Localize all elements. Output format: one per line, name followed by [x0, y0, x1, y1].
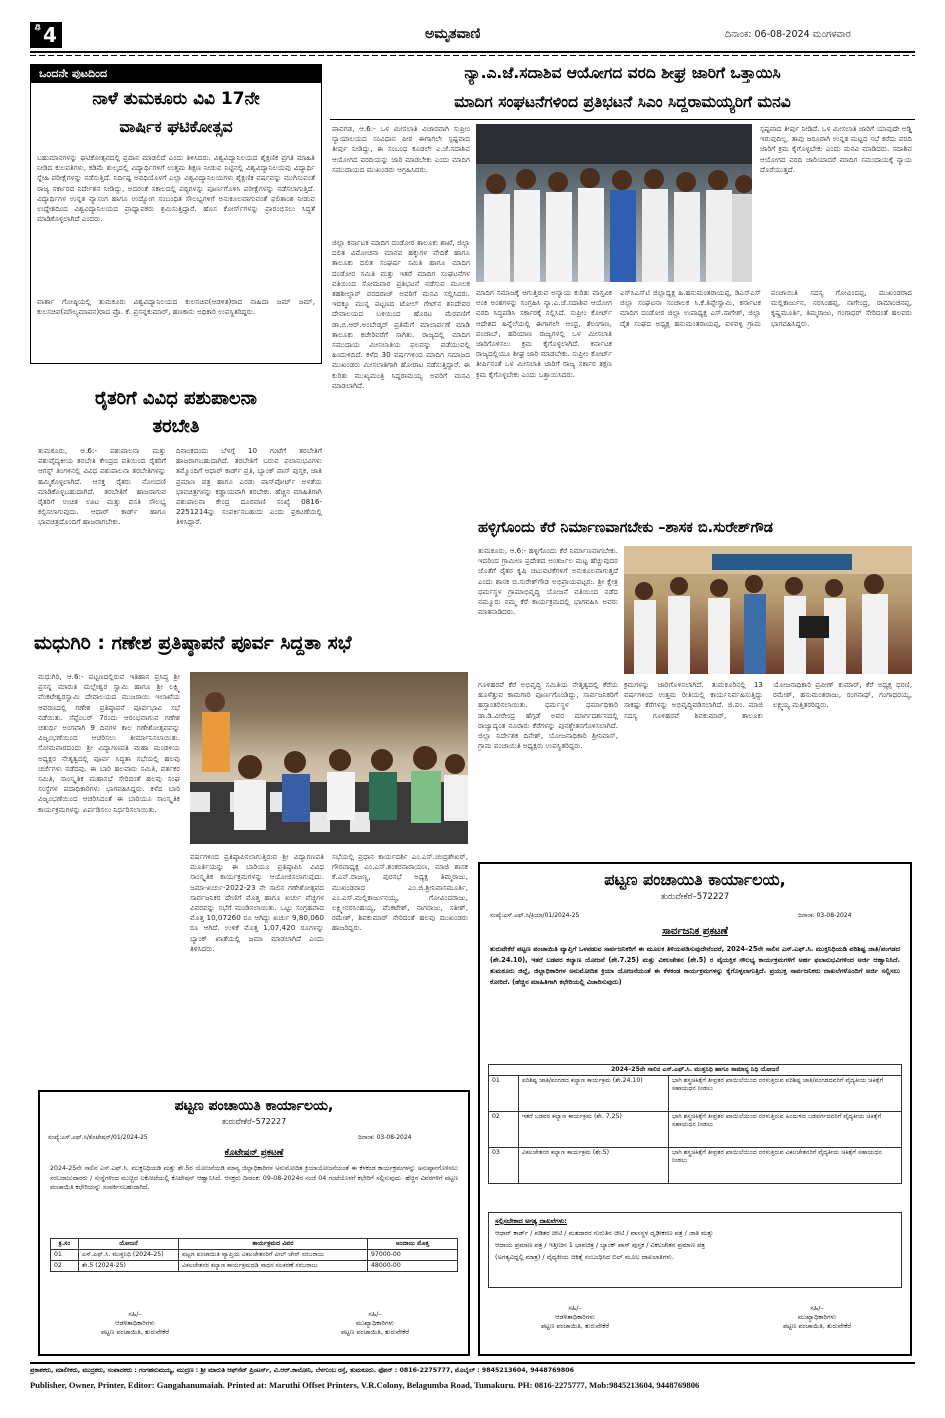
sign-text: ಪಟ್ಟಣ ಪಂಚಾಯಿತಿ, ತುರುವೇಕೆರೆ: [340, 1328, 410, 1336]
public-sign-left: [500, 1304, 650, 1331]
lake-photo-art: [624, 546, 912, 674]
lake-col-c: ಕ್ರಮಗಳನ್ನು ಜಾರಿಗೊಳಿಸಲಾಗಿದೆ. ತುಮಕೂರಿನಲ್ಲಿ 13 ವರ್ಷಗಳಿಂದ ಉತ್ತಮ ರೀತಿಯಲ್ಲಿ ಕಾರ್ಯನಿರ್ವಹಿಸುತ್ತಿದ್ದು ಸಾಕಷ್ಟು ಕೆರೆಗಳನ್ನು ಅಭಿವೃದ್ಧಿಪಡಿಸಲಾಗಿದೆ. ಜಿ.ಪಂ. ಮಾಜಿ ಸದಸ್ಯ ಗೂಳಿಹರವೆ ಶಿವಕುಮಾರ್, ತಾಲೂಕು ಯೋಜನಾಧಿಕಾರಿ ಪ್ರವೀಣ್ ಕುಮಾರ್, ಕೆರೆ ಅಧ್ಯಕ್ಷ ಧರಣಿ, ರಮೇಶ್, ಹನುಮಂತರಾಜು, ರಂಗನಾಥ್, ಗಂಗಾಧರಯ್ಯ, ಲಕ್ಷ್ಮಯ್ಯ ಮತ್ತಿತರರಿದ್ದರು.: [624, 680, 912, 720]
public-sign-right: [742, 1304, 892, 1331]
public-office: ಪಟ್ಟಣ ಪಂಚಾಯಿತಿ ಕಾರ್ಯಾಲಯ,: [604, 870, 786, 889]
quotation-ref: ಸಂಖ್ಯೆ:ಎಸ್.ಎಫ್.ಸಿ/ಕೊಟೇಷನ್/01/2024-25: [48, 1134, 148, 1141]
paper-name: ಅಮೃತವಾಣಿ: [425, 26, 481, 42]
table-row: [51, 1250, 458, 1261]
sadashiva-col-c: ಎಸ್‌ಸಿಎಸ್‌ಟಿ ಜಿಲ್ಲಾಧ್ಯಕ್ಷ ಹಿ.ಹನುಮಂತರಾಯಪ್ಪ, ಡಿಎಸ್‌ಎಸ್ ಜಿಲ್ಲಾ ಸಂಘಟನಾ ಸಂಚಾಲಕ ಸಿ.ಕೆ.ತಿಪ್ಪೇಸ್ವಾಮಿ, ಕರ್ನಾಟಕ ಮಾದಿಗ ದಂಡೋರ ಜಿಲ್ಲಾ ಉಪಾಧ್ಯಕ್ಷ ಎಸ್.ನಾಗೇಶ್, ಜಿಲ್ಲಾ ದೈತ ಸಂಘದ ಅಧ್ಯಕ್ಷ ಹನುಮಂತರಾಯಪ್ಪ, ಪಳವಳ್ಳಿ ಗ್ರಾಮ ಪಂಚಾಯಿತಿ ಸದಸ್ಯ ಗೋವಿಂದಪ್ಪ, ಮುಖಂಡರಾದ ಮಲ್ಲಿಕಾರ್ಜುನ, ನರಸಿಂಹಪ್ಪ, ನಾಗೇಂದ್ರ, ರಾಮಾಂಜಿನಪ್ಪ, ಕೃಷ್ಣಮೂರ್ತಿ, ತಿಮ್ಮರಾಜು, ಗಂಗಾಧರ್ ಸೇರಿದಂತೆ ಹಲವರು ಭಾಗವಹಿಸಿದ್ದರು.: [620, 288, 912, 328]
table-cell: 97000-00: [368, 1250, 458, 1261]
quotation-office: ಪಟ್ಟಣ ಪಂಚಾಯಿತಿ ಕಾರ್ಯಾಲಯ,: [174, 1098, 334, 1114]
table-cell: ಇತರೆ ಬಡವರ ಕಲ್ಯಾಣ ಕಾರ್ಯಕ್ರಮ (ಶೇ. 7.25): [519, 1112, 669, 1148]
cattle-headline-1: ರೈತರಿಗೆ ವಿವಿಧ ಪಶುಪಾಲನಾ: [94, 388, 258, 409]
quotation-sign-right: [300, 1310, 450, 1337]
sadashiva-headline-1: ನ್ಯಾ.ಎ.ಜೆ.ಸದಾಶಿವ ಆಯೋಗದ ವರದಿ ಶೀಘ್ರ ಜಾರಿಗೆ ಒತ್ತಾಯಿಸಿ: [464, 64, 781, 82]
quotation-th-scheme: ಯೋಜನೆ: [79, 1239, 179, 1250]
front-page-ref: ಒಂದನೇ ಪುಟದಿಂದ: [39, 67, 108, 80]
sign-text: ಮುಖ್ಯಾಧಿಕಾರಿಗಳು: [355, 1319, 395, 1327]
page-prefix: ಪು: [34, 24, 43, 31]
public-docs-line: ಆದಾಯ ಪ್ರಮಾಣ ಪತ್ರ / ಇತ್ತೀಚಿನ 1 ಭಾವಚಿತ್ರ / ಬ್ಯಾಂಕ್ ಪಾಸ್ ಪುಸ್ತಕ / ವಿಕಲಚೇತನ ಪ್ರಮಾಣ ಪತ್ರ: [495, 1241, 706, 1249]
sign-text: ಪಟ್ಟಣ ಪಂಚಾಯಿತಿ, ತುರುವೇಕೆರೆ: [540, 1322, 610, 1330]
public-place: ತುರುವೇಕೆರೆ–572227: [660, 892, 730, 902]
sign-text: ಸಹಿ/–: [128, 1310, 142, 1318]
quotation-title: ಕೊಟೇಷನ್ ಪ್ರಕಟಣೆ: [224, 1148, 284, 1158]
sign-text: ಸಹಿ/–: [810, 1304, 824, 1312]
masthead: [30, 22, 915, 50]
quotation-sign-left: [60, 1310, 210, 1337]
public-body: ತುರುವೇಕೆರೆ ಪಟ್ಟಣ ಪಂಚಾಯಿತಿ ವ್ಯಾಪ್ತಿಗೆ ಒಳಪಡುವ ಸಾರ್ವಜನಿಕರಿಗೆ ಈ ಮೂಲಕ ತಿಳಿಯಪಡಿಸುವುದೇನೆಂದರೆ, 2024–25ನೇ ಸಾಲಿನ ಎಸ್.ಎಫ್.ಸಿ. ಮುಕ್ತನಿಧಿಯಡಿ ಪರಿಶಿಷ್ಟ ಜಾತಿ/ಪಂಗಡದ (ಶೇ.24.10), ಇತರೆ ಬಡವರ ಕಲ್ಯಾಣ ಯೋಜನೆ (ಶೇ.7.25) ಮತ್ತು ವಿಕಲಚೇತನ (ಶೇ.5) ರ ವೈಯಕ್ತಿಕ ಸೌಲಭ್ಯ ಕಾರ್ಯಕ್ರಮಗಳಿಗೆ ಅರ್ಹ ಫಲಾನುಭವಿಗಳಿಂದ ಅರ್ಜಿ ಆಹ್ವಾನಿಸಿದೆ. ತುಮಕೂರು ಜಿಲ್ಲೆ, ಜಿಲ್ಲಾಧಿಕಾರಿಗಳ ಅನುಮೋದಿತ ಕ್ರಿಯಾ ಯೋಜನೆಯಂತೆ ಈ ಕೆಳಕಂಡ ಕಾರ್ಯಕ್ರಮಗಳನ್ನು ಕೈಗೊಳ್ಳಲಾಗುತ್ತಿದೆ. ಪ್ರಯುಕ್ತ ಸಾರ್ವಜನಿಕರು ದಾಖಲೆಗಳೊಂದಿಗೆ ಅರ್ಜಿ ಸಲ್ಲಿಸಲು ಕೋರಿದೆ. (ಹೆಚ್ಚಿನ ಮಾಹಿತಿಗಾಗಿ ಕಛೇರಿಯಲ್ಲಿ ವಿಚಾರಿಸುವುದು): [490, 945, 900, 986]
quotation-th-sl: ಕ್ರ.ಸಂ: [51, 1239, 79, 1250]
table-row: [51, 1261, 458, 1272]
madhugiri-col-2: ವರ್ಷಗಳಿಂದ ಪ್ರತಿಷ್ಠಾಪಿಸಲಾಗುತ್ತಿರುವ ಶ್ರೀ ವಿದ್ಯಾಗಣಪತಿ ಮೂರ್ತಿಯನ್ನು ಈ ಬಾರಿಯೂ ಪ್ರತಿಷ್ಠಾಪಿಸಿ ವಿವಿಧ ಸಾಂಸ್ಕೃತಿಕ ಕಾರ್ಯಕ್ರಮಗಳನ್ನು ಆಯೋಜಿಸಲಾಗುವುದು. ಜಮಾ-ಖರ್ಚು-2022-23 ನೇ ಸಾಲಿನ ಗಣೇಶೋತ್ಸವದ ಸಾರ್ವಜನಿಕರ ದೇಣಿಗೆ ಮೊತ್ತ ಹಾಗೂ ಖರ್ಚು ವೆಚ್ಚಗಳ ವಿವರವನ್ನು ಸಭೆಗೆ ಮಂಡಿಸಲಾಯಿತು. ಒಟ್ಟು ಸಂಗ್ರಹವಾದ ಮೊತ್ತ 10,07260 ರೂ ಆಗಿದ್ದು ಖರ್ಚು 9,80,060 ರೂ ಆಗಿದೆ. ಉಳಿಕೆ ಮೊತ್ತ 1,07,420 ರೂಗಳನ್ನು ಬ್ಯಾಂಕ್ ಖಾತೆಯಲ್ಲಿ ಜಮಾ ಮಾಡಲಾಗಿದೆ ಎಂದು ತಿಳಿಸಿದರು.: [190, 852, 324, 953]
convocation-story-box: [30, 64, 322, 364]
quotation-th-details: ಕಾರ್ಯಕ್ರಮದ ವಿವರ: [179, 1239, 368, 1250]
public-date: ದಿನಾಂಕ: 03-08-2024: [798, 912, 852, 919]
quotation-date: ದಿನಾಂಕ: 03-08-2024: [358, 1134, 412, 1141]
table-cell: 02: [51, 1261, 79, 1272]
sign-text: ಆಡಳಿತಾಧಿಕಾರಿಗಳು: [555, 1313, 595, 1321]
protest-photo-art: [476, 124, 752, 282]
sadashiva-col-b: ಮಾದಿಗ ಸಮಾಜಕ್ಕೆ ಆಗುತ್ತಿರುವ ಅನ್ಯಾಯ ಕುರಿತು ವಾಸ್ತವಿಕ ಅಂಕಿ ಅಂಶಗಳನ್ನು ಸಂಗ್ರಹಿಸಿ ನ್ಯಾ.ಎ.ಜೆ.ಸದಾಶಿವ ಆಯೋಗ ವರದಿ ಸಿದ್ಧಪಡಿಸಿ ಸರ್ಕಾರಕ್ಕೆ ಸಲ್ಲಿಸಿದೆ. ಸುಪ್ರೀಂ ಕೋರ್ಟ್ ಆದೇಶದ ಹಿನ್ನೆಲೆಯಲ್ಲಿ ಈಗಾಗಲೇ ಆಂಧ್ರ, ತೆಲಂಗಾಣ, ಪಂಜಾಬ್, ಹರಿಯಾಣ ರಾಜ್ಯಗಳಲ್ಲಿ ಒಳ ಮೀಸಲಾತಿ ಜಾರಿಗೊಳಿಸಲು ಕ್ರಮ ಕೈಗೊಳ್ಳಲಾಗಿದೆ. ಕರ್ನಾಟಕ ರಾಜ್ಯದಲ್ಲಿಯೂ ಶೀಘ್ರ ಜಾರಿ ಮಾಡಬೇಕು. ಸುಪ್ರೀಂ ಕೋರ್ಟ್ ತೀರ್ಪಿನಂತೆ ಒಳ ಮೀಸಲಾತಿ ಜಾರಿಗೆ ರಾಜ್ಯ ಸರ್ಕಾರ ತಕ್ಷಣ ಕ್ರಮ ಕೈಗೊಳ್ಳಬೇಕು ಎಂದು ಒತ್ತಾಯಿಸಿದರು.: [476, 288, 612, 379]
cattle-headline-2: ತರಬೇತಿ: [152, 416, 200, 437]
sign-text: ಮುಖ್ಯಾಧಿಕಾರಿಗಳು: [797, 1313, 837, 1321]
table-cell: ಶೇ.5 (2024-25): [79, 1261, 179, 1272]
page-number-badge: [30, 22, 62, 48]
footer-english: Publisher, Owner, Printer, Editor: Gangahanumaiah. Printed at: Maruthi Offset Printers, V.R.Colony, Belagumba Road, Tumakuru. PH: 0816-2275777, Mob:9845213604, 9448769806: [30, 1380, 700, 1390]
sadashiva-left-top: ಪಾವಗಡ, ಆ.6:- ಒಳ ಮೀಸಲಾತಿ ವಿಚಾರವಾಗಿ ಸುಪ್ರೀಂ ನ್ಯಾಯಾಲಯದ ಸಂವಿಧಾನ ಪೀಠ ಈಗಾಗಲೇ ಸ್ಪಷ್ಟವಾದ ತೀರ್ಪು ನೀಡಿದ್ದು, ಈ ಸಂಬಂಧ ಕೂಡಲೇ ಎ.ಜೆ.ಸದಾಶಿವ ಆಯೋಗದ ವರದಿಯನ್ನು ಜಾರಿ ಮಾಡಬೇಕು ಎಂದು ಮಾದಿಗ ಸಮುದಾಯದ ಮುಖಂಡರು ಆಗ್ರಹಿಸಿದರು.: [332, 124, 470, 174]
public-title: ಸಾರ್ವಜನಿಕ ಪ್ರಕಟಣೆ: [662, 926, 728, 937]
public-docs-title: ಸಲ್ಲಿಸಬೇಕಾದ ಅಗತ್ಯ ದಾಖಲೆಗಳು:: [495, 1217, 567, 1225]
sign-text: ಪಟ್ಟಣ ಪಂಚಾಯಿತಿ, ತುರುವೇಕೆರೆ: [782, 1322, 852, 1330]
table-cell: ಪಟ್ಟಣ ಪಂಚಾಯಿತಿ ವ್ಯಾಪ್ತಿಯ ವಿಕಲಚೇತನರಿಗೆ ವೀಲ್ ಚೇರ್ ಸರಬರಾಜು: [179, 1250, 368, 1261]
protest-photo: [476, 124, 752, 282]
public-table: [488, 1064, 902, 1184]
public-table-title-row: [489, 1065, 902, 1076]
table-cell: 03: [489, 1148, 519, 1184]
cattle-col-2: ದಿನಾಂಕದಂದು ಬೆಳಗ್ಗೆ 10 ಗಂಟೆಗೆ ತರಬೇತಿಗೆ ಹಾಜರಾಗಬಹುದಾಗಿದೆ. ತರಬೇತಿಗೆ ಬರುವ ಫಲಾನುಭವಿಗಳು ತಮ್ಮೊಂದಿಗೆ ಆಧಾರ್ ಕಾರ್ಡ್ ಪ್ರತಿ, ಬ್ಯಾಂಕ್ ಪಾಸ್ ಪುಸ್ತಕ, ಜಾತಿ ಪ್ರಮಾಣ ಪತ್ರ ಹಾಗೂ ಎರಡು ಪಾಸ್‌ಪೋರ್ಟ್ ಅಳತೆಯ ಭಾವಚಿತ್ರಗಳನ್ನು ಕಡ್ಡಾಯವಾಗಿ ತರಬೇಕು. ಹೆಚ್ಚಿನ ಮಾಹಿತಿಗಾಗಿ ಪಶುಪಾಲನಾ ಕೇಂದ್ರ ದೂರವಾಣಿ ಸಂಖ್ಯೆ 0816-2251214ನ್ನು ಸಂಪರ್ಕಿಸಬಹುದು ಎಂದು ಪ್ರಕಟಣೆಯಲ್ಲಿ ತಿಳಿಸಿದ್ದಾರೆ.: [176, 446, 322, 527]
sadashiva-right-top: ಸ್ಪಷ್ಟವಾದ ತೀರ್ಪು ನೀಡಿದೆ. ಒಳ ಮೀಸಲಾತಿ ಜಾರಿಗೆ ಯಾವುದೇ ಅಡ್ಡಿ ಇರುವುದಿಲ್ಲ. ತಾವು ಜರೂರಾಗಿ ಉನ್ನತ ಮಟ್ಟದ ಸಭೆ ಕರೆದು ವರದಿ ಜಾರಿಗೆ ಕ್ರಮ ಕೈಗೊಳ್ಳಬೇಕು ಎಂದು ಮನವಿ ಮಾಡಿದರು. ಸದಾಶಿವ ಆಯೋಗದ ವರದಿ ಜಾರಿಯಾದರೆ ಮಾದಿಗ ಸಮುದಾಯಕ್ಕೆ ನ್ಯಾಯ ದೊರೆಯುತ್ತದೆ.: [760, 124, 912, 174]
cattle-col-1: ತುಮಕೂರು, ಆ.6:- ಪಶುಪಾಲನಾ ಮತ್ತು ಪಶುವೈದ್ಯಕೀಯ ತರಬೇತಿ ಕೇಂದ್ರದ ವತಿಯಿಂದ ರೈತರಿಗೆ ಆಗಸ್ಟ್ ತಿಂಗಳಿನಲ್ಲಿ ವಿವಿಧ ಪಶುಪಾಲನಾ ತರಬೇತಿಗಳನ್ನು ಹಮ್ಮಿಕೊಳ್ಳಲಾಗಿದೆ. ಆಸಕ್ತ ರೈತರು ನೋಂದಣಿ ಮಾಡಿಕೊಳ್ಳಬಹುದಾಗಿದೆ. ತರಬೇತಿಗೆ ಹಾಜರಾಗುವ ರೈತರಿಗೆ ಉಚಿತ ಊಟ ಮತ್ತು ವಸತಿ ಸೌಲಭ್ಯ ಕಲ್ಪಿಸಲಾಗುವುದು. ಆಧಾರ್ ಕಾರ್ಡ್ ಹಾಗೂ ಭಾವಚಿತ್ರದೊಂದಿಗೆ ಹಾಜರಾಗಬೇಕು.: [38, 446, 166, 527]
madhugiri-col-1: ಮಧುಗಿರಿ, ಆ.6:- ಪಟ್ಟಣದಲ್ಲಿರುವ ಇತಿಹಾಸ ಪ್ರಸಿದ್ಧ ಶ್ರೀ ಪ್ರಸನ್ನ ಮಾರುತಿ ಮಲ್ಲೇಶ್ವರ ಸ್ವಾಮಿ ಹಾಗೂ ಶ್ರೀ ಲಕ್ಷ್ಮಿ ವೆಂಕಟೇಶ್ವರಸ್ವಾಮಿ ದೇವಾಲಯದ ಮುಜರಾಯಿ ಇಲಾಖೆಯ ಆವರಣದಲ್ಲಿ ಗಣೇಶ ಪ್ರತಿಷ್ಠಾಪನೆ ಪೂರ್ವಭಾವಿ ಸಭೆ ನಡೆಯಿತು. ಸೆಪ್ಟೆಂಬರ್ 7ರಂದು ಆರಂಭವಾಗುವ ಗಣೇಶ ಚತುರ್ಥಿ ಅಂಗವಾಗಿ 9 ದಿನಗಳ ಕಾಲ ಗಣೇಶೋತ್ಸವವನ್ನು ವಿಜೃಂಭಣೆಯಿಂದ ಆಚರಿಸಲು ತೀರ್ಮಾನಿಸಲಾಯಿತು. ಸೋಮವಾರದಂದು ಶ್ರೀ ವಿದ್ಯಾಗಣಪತಿ ಮಹಾ ಮಂಡಳಿಯ ಅಧ್ಯಕ್ಷರ ನೇತೃತ್ವದಲ್ಲಿ ಪೂರ್ವ ಸಿದ್ಧತಾ ಸಭೆಯಲ್ಲಿ ಹಲವು ಚರ್ಚೆಗಳು ನಡೆದವು. ಈ ಬಾರಿ ಹಲವಾರು ಸಮಿತಿ, ವರ್ತಕರ ಸಮಿತಿ, ಸಾಂಸ್ಕೃತಿಕ ಮಹಾಸಭೆ ಸೇರಿದಂತೆ ಹಲವು ಸಂಘ ಸಂಸ್ಥೆಗಳ ಪದಾಧಿಕಾರಿಗಳು ಭಾಗವಹಿಸಿದ್ದರು. ಕಳೆದ ಬಾರಿ ವಿಜೃಂಭಣೆಯಿಂದ ಆಚರಿಸಿದಂತೆ ಈ ಬಾರಿಯೂ ಸಾಂಸ್ಕೃತಿಕ ಕಾರ್ಯಕ್ರಮಗಳನ್ನು ಏರ್ಪಡಿಸಲು ನಿರ್ಧರಿಸಲಾಯಿತು.: [38, 672, 180, 814]
quotation-notice: [38, 1090, 470, 1356]
convocation-headline-1: ನಾಳೆ ತುಮಕೂರು ವಿವಿ 17ನೇ: [92, 89, 260, 109]
madhugiri-meeting-photo: [190, 672, 468, 844]
public-docs-line: ಆಧಾರ್ ಕಾರ್ಡ್ / ಪಡಿತರ ಚೀಟಿ / ಮತದಾರರ ಗುರುತಿನ ಚೀಟಿ / ವಾಸಸ್ಥಳ ದೃಢೀಕರಣ ಪತ್ರ / ಜಾತಿ ಮತ್ತು: [495, 1229, 714, 1237]
table-cell: ವಿಕಲಚೇತನರ ಕಲ್ಯಾಣ ಕಾರ್ಯಕ್ರಮದಡಿ ಸಾಧನ ಸಲಕರಣೆ ಸರಬರಾಜು: [179, 1261, 368, 1272]
madhugiri-photo-art: [190, 672, 468, 844]
public-docs: [488, 1212, 902, 1288]
convocation-body-1: ಬಹುಮಾನಗಳನ್ನು ಘಟಿಕೋತ್ಸವದಲ್ಲಿ ಪ್ರದಾನ ಮಾಡಲಿದೆ ಎಂದು ತಿಳಿಸಿದರು. ವಿಶ್ವವಿದ್ಯಾನಿಲಯದ ಶೈಕ್ಷಣಿಕ ಪ್ರಗತಿ ಮಾಹಿತಿ ನೀಡಿದ ಕುಲಪತಿಗಳು, ಕಡಿಮೆ ಶುಲ್ಕದಲ್ಲಿ ವಿದ್ಯಾರ್ಥಿಗಳಿಗೆ ಉತ್ತಮ ಶಿಕ್ಷಣ ನೀಡುವ ನಿಟ್ಟಿನಲ್ಲಿ ವಿಶ್ವವಿದ್ಯಾನಿಲಯವು ವಿದ್ಯಾರ್ಥಿ ಸ್ನೇಹಿ ಪರೀಕ್ಷೆಗಳನ್ನು ನಡೆಸುತ್ತಿದೆ. ನಿರ್ದಿಷ್ಟ ಅವಧಿಯೊಳಗೆ ಎಲ್ಲಾ ವಿಶ್ವವಿದ್ಯಾನಿಲಯಗಳು ಶೈಕ್ಷಣಿಕ ವರ್ಷವನ್ನು ಮುಗಿಸುವಂತೆ ರಾಜ್ಯ ಸರ್ಕಾರದ ನಿರ್ದೇಶನ ನೀಡಿದ್ದು, ಅದರಂತೆ ಸಕಾಲದಲ್ಲಿ ಪಠ್ಯಗಳನ್ನು ಪೂರ್ಣಗೊಳಿಸಿ ಪರೀಕ್ಷೆಗಳನ್ನು ನಡೆಸಲಾಗುತ್ತಿದೆ. ವಿದ್ಯಾರ್ಥಿಗಳ ಉನ್ನತ ವ್ಯಾಸಂಗ ಹಾಗೂ ಉದ್ಯೋಗ ಸಂಬಂಧಿತ ಸೌಲಭ್ಯಗಳಿಗೆ ಅನುಕೂಲವಾಗುವಂತೆ ಫಲಿತಾಂಶ ನೀಡುವ ಉದ್ದೇಶದಿಂದ ವಿಶ್ವವಿದ್ಯಾನಿಲಯದ ಪ್ರಾಧ್ಯಾಪಕರು ಶ್ರಮಿಸುತ್ತಿದ್ದಾರೆ. ಹೊಸ ಕೋರ್ಸ್‌ಗಳನ್ನು ಪ್ರಾರಂಭಿಸಲು ಸಿದ್ಧತೆ ಮಾಡಿಕೊಳ್ಳಲಾಗಿದೆ ಎಂದರು.: [37, 153, 315, 224]
table-cell: ಭಾಗಿ ಶಸ್ತ್ರಚಿಕಿತ್ಸೆಗೆ ತೀವ್ರತರ ಖಾಯಿಲೆಯಿಂದ ನರಳುತ್ತಿರುವ ಪರಿಶಿಷ್ಟ ಜಾತಿ/ಪಂಗಡದವರಿಗೆ ವೈದ್ಯಕೀಯ ಚಿಕಿತ್ಸೆಗೆ ಸಹಾಯಧನ ನೀಡಲು: [669, 1076, 902, 1112]
sign-text: ಆಡಳಿತಾಧಿಕಾರಿಗಳು: [115, 1319, 155, 1327]
lake-col-a: ತುಮಕೂರು, ಆ.6:- ಹಳ್ಳಿಗೊಂದು ಕೆರೆ ನಿರ್ಮಾಣವಾಗಬೇಕು. ಇದರಿಂದ ಗ್ರಾಮೀಣ ಪ್ರದೇಶದ ಅಂತರ್ಜಲ ಮಟ್ಟ ಹೆಚ್ಚುವುದರ ಜೊತೆಗೆ ರೈತರ ಕೃಷಿ ಚಟುವಟಿಕೆಗಳಿಗೆ ಅನುಕೂಲವಾಗುತ್ತದೆ ಎಂದು ಶಾಸಕ ಬಿ.ಸುರೇಶ್‌ಗೌಡ ಅಭಿಪ್ರಾಯಪಟ್ಟರು. ಶ್ರೀ ಕ್ಷೇತ್ರ ಧರ್ಮಸ್ಥಳ ಗ್ರಾಮಾಭಿವೃದ್ಧಿ ಯೋಜನೆ ವತಿಯಿಂದ ನಡೆದ ನಮ್ಮೂರು ನಮ್ಮ ಕೆರೆ ಕಾರ್ಯಕ್ರಮದಲ್ಲಿ ಭಾಗವಹಿಸಿ ಅವರು ಮಾತನಾಡಿದರು.: [478, 546, 618, 617]
sign-text: ಪಟ್ಟಣ ಪಂಚಾಯಿತಿ, ತುರುವೇಕೆರೆ: [100, 1328, 170, 1336]
table-cell: ಭಾಗಿ ಶಸ್ತ್ರಚಿಕಿತ್ಸೆಗೆ ತೀವ್ರತರ ಖಾಯಿಲೆಯಿಂದ ನರಳುತ್ತಿರುವ ಹಿಂದುಳಿದ ಬಡವರ್ಗದವರಿಗೆ ವೈದ್ಯಕೀಯ ಚಿಕಿತ್ಸೆಗೆ ಸಹಾಯಧನ ನೀಡಲು: [669, 1112, 902, 1148]
quotation-table-header: [51, 1239, 458, 1250]
sadashiva-headline-2: ಮಾದಿಗ ಸಂಘಟನೆಗಳಿಂದ ಪ್ರತಿಭಟನೆ ಸಿಎಂ ಸಿದ್ದರಾಮಯ್ಯರಿಗೆ ಮನವಿ: [454, 93, 791, 111]
footer-rule: [30, 1362, 915, 1364]
masthead-rule-thin: [30, 55, 915, 56]
table-cell: 02: [489, 1112, 519, 1148]
lake-event-photo: [624, 546, 912, 674]
public-ref: ಸಂಖ್ಯೆ:ಎಸ್.ಎಫ್.ಸಿ/ಕ್ರಿಯಾ/01/2024-25: [490, 912, 580, 919]
front-page-ref-banner: [31, 65, 321, 83]
convocation-body-2: ವಾರ್ತಾ ಗೋಷ್ಠಿಯಲ್ಲಿ ತುಮಕೂರು ವಿಶ್ವವಿದ್ಯಾನಿಲಯದ ಕುಲಸಚಿವ(ಆಡಳಿತ)ರಾದ ನಾಹಿದಾ ಜಮ್ ಜಮ್, ಕುಲಸಚಿವ(ಮೌಲ್ಯಮಾಪನ)ರಾದ ಪ್ರೊ. ಕೆ. ಪ್ರಸನ್ನಕುಮಾರ್, ಹಣಕಾಸು ಅಧಿಕಾರಿ ಉಪಸ್ಥಿತರಿದ್ದರು.: [37, 297, 315, 317]
quotation-th-amount: ಅಂದಾಜು ಮೊತ್ತ: [368, 1239, 458, 1250]
sadashiva-rule: [330, 119, 915, 120]
sadashiva-col-a: ಜಿಲ್ಲಾ ಕರ್ನಾಟಕ ಮಾದಿಗ ದಂಡೋರ ತಾಲೂಕು ಶಾಖೆ, ಜಿಲ್ಲಾ ದಲಿತ ವಿಮೋಚನಾ ಮಾನವ ಹಕ್ಕುಗಳ ವೇದಿಕೆ ಹಾಗೂ ತಾಲೂಕು ದಲಿತ ಸಂಘರ್ಷ ಸಮಿತಿ ಹಾಗೂ ಮಾದಿಗ ದಂಡೋರ ಸಮಿತಿ ಮತ್ತು ಇತರೆ ಮಾದಿಗ ಸಂಘಟನೆಗಳ ವತಿಯಿಂದ ಸೋಮವಾರ ಪ್ರತಿಭಟನೆ ನಡೆಸುವ ಮೂಲಕ ತಹಶೀಲ್ದಾರ್ ವರದರಾಜ್ ಅವರಿಗೆ ಮನವಿ ಸಲ್ಲಿಸಿದರು. ಇದಕ್ಕೂ ಮುನ್ನ ಪಟ್ಟಣದ ಟೋಲ್ ಗೇಟ್‌ನ ಶನಿದೇವರ ದೇವಾಲಯದ ಬಳಿಯಿಂದ ಹೊರಟ ಮೆರವಣಿಗೆ ಡಾ.ಬಿ.ಆರ್.ಅಂಬೇಡ್ಕರ್ ಪ್ರತಿಮೆಗೆ ಮಾಲಾರ್ಪಣೆ ಮಾಡಿ ತಾಲೂಕು ಕಚೇರಿವರೆಗೆ ಸಾಗಿತು. ರಾಜ್ಯದಲ್ಲಿ ಮಾದಿಗ ಸಮುದಾಯ ಮೀಸಲಾತಿಯ ಫಲವನ್ನು ಪಡೆಯುವಲ್ಲಿ ಹಿಂದುಳಿದಿದೆ. ಕಳೆದ 30 ವರ್ಷಗಳಿಂದ ಮಾದಿಗ ಸಮಾಜದ ಮುಖಂಡರು ಮೀಸಲಾತಿಗಾಗಿ ಹೋರಾಟ ನಡೆಸುತ್ತಿದ್ದಾರೆ. ಈ ಕುರಿತು ಮುಖ್ಯಮಂತ್ರಿ ಸಿದ್ದರಾಮಯ್ಯ ಅವರಿಗೆ ಮನವಿ ಮಾಡಲಾಗಿದೆ.: [332, 238, 470, 390]
madhugiri-col-3: ಸಭೆಯಲ್ಲಿ ಪ್ರಧಾನ ಕಾರ್ಯದರ್ಶಿ ಎಂ.ಎಸ್.ಚಂದ್ರಶೇಖರ್, ಗೌರವಾಧ್ಯಕ್ಷ ಎಂ.ಎಸ್.ಶಂಕರನಾರಾಯಣ, ಮಾಜಿ ಶಾಸಕ ಕೆ.ಎನ್.ರಾಜಣ್ಣ, ಪುರಸಭೆ ಅಧ್ಯಕ್ಷ ತಿಮ್ಮರಾಜು, ಮುಖಂಡರಾದ ಎಂ.ಜಿ.ಶ್ರೀನಿವಾಸಮೂರ್ತಿ, ಎಂ.ಎಸ್.ಮಲ್ಲಿಕಾರ್ಜುನಯ್ಯ, ಗೋವಿಂದರಾಜು, ಲಕ್ಷ್ಮೀನರಸಿಂಹಯ್ಯ, ವೆಂಕಟೇಶ್, ನಾಗರಾಜು, ಸತೀಶ್, ರಮೇಶ್, ಶಿವಕುಮಾರ್ ಸೇರಿದಂತೆ ಹಲವು ಮುಖಂಡರು ಹಾಜರಿದ್ದರು.: [332, 852, 468, 933]
table-cell: ಭಾಗಿ ಶಸ್ತ್ರಚಿಕಿತ್ಸೆಗೆ ತೀವ್ರತರ ಖಾಯಿಲೆಯಿಂದ ನರಳುತ್ತಿರುವ ವಿಕಲಚೇತನರಿಗೆ ವೈದ್ಯಕೀಯ ಚಿಕಿತ್ಸೆಗೆ ಸಹಾಯಧನ ನೀಡಲು: [669, 1148, 902, 1184]
table-cell: ಪರಿಶಿಷ್ಟ ಜಾತಿ/ಪಂಗಡದ ಕಲ್ಯಾಣ ಕಾರ್ಯಕ್ರಮ (ಶೇ.24.10): [519, 1076, 669, 1112]
table-row: [489, 1148, 902, 1184]
public-table-title: 2024–25ನೇ ಸಾಲಿನ ಎಸ್.ಎಫ್.ಸಿ. ಮುಕ್ತನಿಧಿ ಹಾಗೂ ಸಾಮಾನ್ಯ ನಿಧಿ ಯೋಜನೆ: [489, 1065, 902, 1076]
quotation-table: [50, 1238, 458, 1272]
lake-col-b: ಗೂಳಿಹರವೆ ಕೆರೆ ಅಭಿವೃದ್ಧಿ ಸಮಿತಿಯ ನೇತೃತ್ವದಲ್ಲಿ ಕೆರೆಯ ಹೂಳೆತ್ತುವ ಕಾಮಗಾರಿ ಪೂರ್ಣಗೊಂಡಿದ್ದು, ಸಾರ್ವಜನಿಕರಿಗೆ ಹಸ್ತಾಂತರಿಸಲಾಯಿತು. ಧರ್ಮಸ್ಥಳ ಧರ್ಮಾಧಿಕಾರಿ ಡಾ.ಡಿ.ವೀರೇಂದ್ರ ಹೆಗ್ಗಡೆ ಅವರ ಮಾರ್ಗದರ್ಶನದಲ್ಲಿ ರಾಜ್ಯಾದ್ಯಂತ ನೂರಾರು ಕೆರೆಗಳನ್ನು ಪುನಶ್ಚೇತನಗೊಳಿಸಲಾಗಿದೆ. ಜಿಲ್ಲಾ ನಿರ್ದೇಶಕ ದಿನೇಶ್, ಯೋಜನಾಧಿಕಾರಿ ಶ್ರೀನಿವಾಸ್, ಗ್ರಾಮ ಪಂಚಾಯಿತಿ ಅಧ್ಯಕ್ಷರು ಉಪಸ್ಥಿತರಿದ್ದರು.: [478, 680, 618, 751]
table-cell: 01: [489, 1076, 519, 1112]
public-notice: [478, 862, 912, 1356]
table-cell: ಎಸ್.ಎಫ್.ಸಿ. ಮುಕ್ತನಿಧಿ (2024-25): [79, 1250, 179, 1261]
quotation-place: ತುರುವೇಕೆರೆ–572227: [221, 1117, 287, 1126]
sign-text: ಸಹಿ/–: [568, 1304, 582, 1312]
footer-kannada: ಪ್ರಕಾಶಕರು, ಮಾಲೀಕರು, ಮುದ್ರಕರು, ಸಂಪಾದಕರು : ಗಂಗಹನುಮಯ್ಯ, ಮುದ್ರಣ : ಶ್ರೀ ಮಾರುತಿ ಆಫ್‌ಸೆಟ್ ಪ್ರಿಂಟರ್ಸ್, ವಿ.ಆರ್.ಕಾಲೋನಿ, ಬೆಳಗುಂಬ ರಸ್ತೆ, ತುಮಕೂರು. ಫೋನ್ : 0816-2275777, ಮೊಬೈಲ್ : 9845213604, 9448769806: [30, 1367, 575, 1374]
convocation-headline-2: ವಾರ್ಷಿಕ ಘಟಿಕೋತ್ಸವ: [119, 117, 233, 136]
sign-text: ಸಹಿ/–: [368, 1310, 382, 1318]
issue-date: ದಿನಾಂಕ: 06-08-2024 ಮಂಗಳವಾರ: [725, 29, 851, 40]
madhugiri-headline: ಮಧುಗಿರಿ : ಗಣೇಶ ಪ್ರತಿಷ್ಠಾಪನೆ ಪೂರ್ವ ಸಿದ್ದತಾ ಸಭೆ: [34, 632, 352, 654]
table-cell: ವಿಕಲಚೇತನರ ಕಲ್ಯಾಣ ಕಾರ್ಯಕ್ರಮ (ಶೇ.5): [519, 1148, 669, 1184]
masthead-rule: [30, 51, 915, 53]
public-docs-line: (ಅಗತ್ಯವಿದ್ದಲ್ಲಿ ಮಾತ್ರ) / ವೈದ್ಯಕೀಯ ಚಿಕಿತ್ಸೆ ಸಂಬಂಧಿಸಿದ ಬಿಲ್ ಮೂಲ ದಾಖಲಾತಿಗಳು.: [495, 1253, 674, 1261]
table-row: [489, 1076, 902, 1112]
table-row: [489, 1112, 902, 1148]
table-cell: 01: [51, 1250, 79, 1261]
table-cell: 48000-00: [368, 1261, 458, 1272]
quotation-body: 2024-25ನೇ ಸಾಲಿನ ಎಸ್.ಎಫ್.ಸಿ. ಮುಕ್ತನಿಧಿಯಡಿ ಮತ್ತು ಶೇ.5ರ ಯೋಜನೆಯಡಿ ಮಾನ್ಯ ಜಿಲ್ಲಾಧಿಕಾರಿಗಳ ಅನುಮೋದಿತ ಕ್ರಿಯಾಯೋಜನೆಯಂತೆ ಈ ಕೆಳಕಂಡ ಕಾರ್ಯಕ್ರಮಗಳನ್ನು ಅನುಷ್ಠಾನಗೊಳಿಸಲು ಸರಬರಾಜುದಾರರು / ಸಂಸ್ಥೆಗಳಿಂದ ಮುಚ್ಚಿದ ಲಕೋಟೆಯಲ್ಲಿ ಕೊಟೇಷನ್ ಆಹ್ವಾನಿಸಿದೆ. ಆಸಕ್ತರು ದಿನಾಂಕ: 09-08-2024ರ ಸಂಜೆ 04 ಗಂಟೆಯೊಳಗೆ ಕಛೇರಿಗೆ ಸಲ್ಲಿಸುವುದು. ಹೆಚ್ಚಿನ ವಿವರಗಳಿಗೆ ಪಟ್ಟಣ ಪಂಚಾಯಿತಿ ಕಛೇರಿಯನ್ನು ಸಂಪರ್ಕಿಸಬಹುದಾಗಿದೆ.: [50, 1165, 458, 1192]
lake-headline: ಹಳ್ಳಿಗೊಂದು ಕೆರೆ ನಿರ್ಮಾಣವಾಗಬೇಕು –ಶಾಸಕ ಬಿ.ಸುರೇಶ್‌ಗೌಡ: [478, 520, 773, 536]
page-number: 4: [43, 23, 57, 47]
